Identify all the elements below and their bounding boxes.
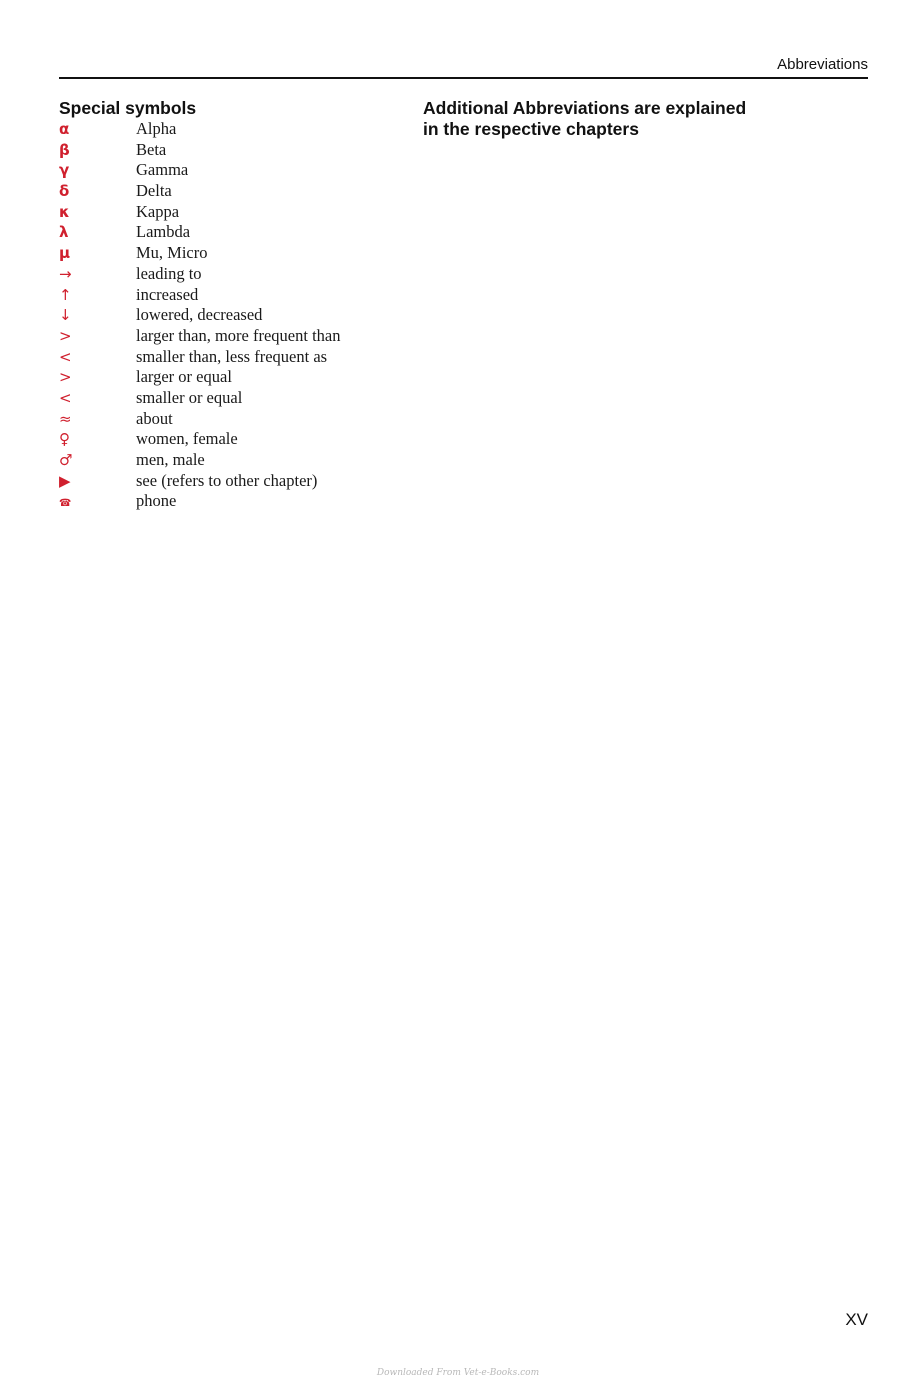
list-item bbox=[59, 222, 389, 243]
symbol-description: lowered, decreased bbox=[136, 305, 263, 325]
symbol-description: phone bbox=[136, 491, 177, 511]
running-head-title: Abbreviations bbox=[777, 56, 868, 73]
special-symbols-title: Special symbols bbox=[59, 98, 197, 118]
delta-symbol-icon: δ bbox=[59, 182, 70, 201]
mu-symbol-icon: μ bbox=[59, 244, 71, 263]
list-item bbox=[59, 305, 389, 326]
arrow-right-icon: → bbox=[59, 264, 72, 283]
list-item bbox=[59, 450, 389, 471]
symbol-description: leading to bbox=[136, 263, 202, 283]
list-item bbox=[59, 181, 389, 202]
list-item bbox=[59, 160, 389, 181]
greater-or-equal-icon: > bbox=[59, 368, 72, 387]
lambda-symbol-icon: λ bbox=[59, 223, 69, 242]
symbol-description: Beta bbox=[136, 139, 167, 159]
alpha-symbol-icon: α bbox=[59, 120, 70, 138]
female-icon: ♀ bbox=[59, 430, 70, 449]
symbol-description: increased bbox=[136, 284, 199, 304]
list-item bbox=[59, 119, 389, 140]
symbol-description: about bbox=[136, 408, 173, 428]
list-item bbox=[59, 243, 389, 264]
list-item bbox=[59, 202, 389, 223]
male-icon: ♂ bbox=[59, 451, 73, 469]
symbol-description: men, male bbox=[136, 450, 205, 469]
list-item bbox=[59, 471, 389, 492]
beta-symbol-icon: β bbox=[59, 140, 70, 159]
list-item bbox=[59, 367, 389, 388]
list-item bbox=[59, 409, 389, 430]
header-divider bbox=[59, 77, 868, 79]
symbol-description: smaller than, less frequent as bbox=[136, 346, 328, 366]
list-item bbox=[59, 264, 389, 285]
symbol-description: larger or equal bbox=[136, 367, 232, 387]
note-line-2: in the respective chapters bbox=[423, 119, 639, 139]
symbol-description: Alpha bbox=[136, 119, 177, 138]
gamma-symbol-icon: γ bbox=[59, 161, 70, 180]
symbol-description: larger than, more frequent than bbox=[136, 325, 341, 345]
page-number: XV bbox=[845, 1310, 868, 1329]
kappa-symbol-icon: κ bbox=[59, 202, 70, 221]
phone-icon: ☎ bbox=[59, 498, 72, 510]
note-line-1: Additional Abbreviations are explained bbox=[423, 98, 747, 118]
symbol-description: Delta bbox=[136, 181, 172, 201]
symbol-description: Lambda bbox=[136, 222, 191, 242]
symbol-description: Kappa bbox=[136, 201, 180, 221]
greater-than-icon: > bbox=[59, 326, 72, 345]
list-item bbox=[59, 388, 389, 409]
play-triangle-icon: ▶ bbox=[59, 471, 71, 490]
symbol-description: see (refers to other chapter) bbox=[136, 470, 318, 490]
list-item bbox=[59, 140, 389, 161]
less-than-icon: < bbox=[59, 347, 72, 366]
arrow-down-icon: ↓ bbox=[59, 306, 72, 325]
list-item bbox=[59, 326, 389, 347]
symbol-description: Mu, Micro bbox=[136, 243, 208, 263]
list-item bbox=[59, 347, 389, 368]
special-symbols-section bbox=[59, 98, 389, 512]
symbol-description: smaller or equal bbox=[136, 387, 243, 407]
symbol-description: women, female bbox=[136, 429, 238, 449]
arrow-up-icon: ↑ bbox=[59, 285, 72, 304]
additional-abbreviations-note bbox=[423, 98, 783, 140]
list-item bbox=[59, 491, 389, 512]
less-or-equal-icon: < bbox=[59, 388, 72, 407]
symbol-list bbox=[59, 119, 389, 512]
list-item bbox=[59, 285, 389, 306]
footer-watermark: Downloaded From Vet-e-Books.com bbox=[376, 1368, 540, 1378]
symbol-description: Gamma bbox=[136, 160, 189, 180]
list-item bbox=[59, 429, 389, 450]
approximately-icon: ≈ bbox=[59, 409, 72, 428]
